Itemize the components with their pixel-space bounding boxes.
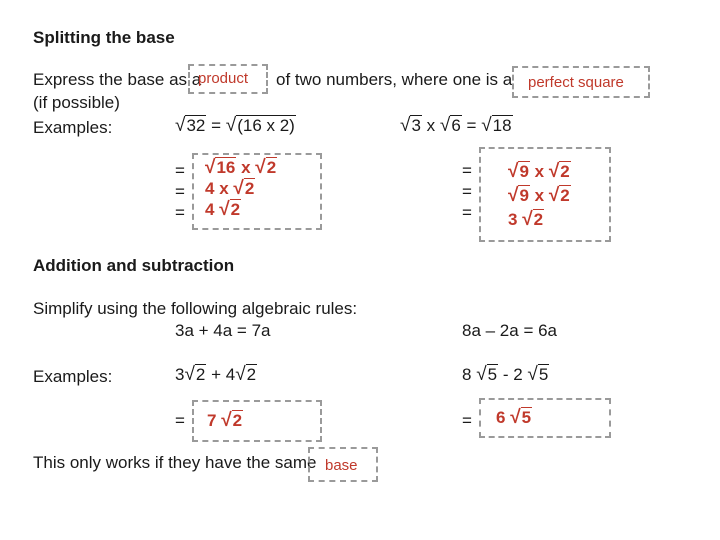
fill-product: product — [198, 70, 249, 87]
add-ex1-answer: 7 √2 — [207, 410, 243, 431]
ex2-step3: 3 √2 — [508, 209, 544, 230]
examples-label-2: Examples: — [33, 367, 113, 386]
ex2-steps — [508, 160, 571, 232]
add-ex2-answer: 6 √5 — [496, 407, 532, 428]
footer-text: This only works if they have the same — [33, 453, 317, 472]
ex2-step-equals: = = = — [462, 161, 472, 222]
heading-splitting: Splitting the base — [33, 28, 175, 47]
intro-line1-mid: of two numbers, where one is a — [276, 70, 513, 89]
addition-intro: Simplify using the following algebraic rules: — [33, 299, 358, 318]
ex2-expression: √3 x √6 = √18 — [400, 115, 512, 136]
examples-label-1: Examples: — [33, 118, 113, 137]
fill-box-product — [188, 64, 268, 94]
intro-line2: (if possible) — [33, 93, 120, 112]
add-ex2-expression: 8 √5 - 2 √5 — [462, 364, 549, 385]
ex2-step2: √9 x √2 — [508, 185, 570, 206]
ex1-step1: √16 x √2 — [205, 157, 277, 178]
fill-perfect-square: perfect square — [528, 74, 624, 91]
ex1-step2: 4 x √2 — [205, 178, 255, 199]
heading-addition: Addition and subtraction — [33, 256, 235, 275]
ex1-steps — [205, 157, 277, 220]
fill-box-perfect-square — [512, 66, 650, 98]
ex1-step-equals: = = = — [175, 161, 185, 222]
fill-box-base — [308, 447, 378, 482]
ex1-expression: √32 = √(16 x 2) — [175, 115, 295, 136]
intro-line1-pre: Express the base as a — [33, 70, 202, 89]
fill-base: base — [325, 457, 358, 474]
rule-addition: 3a + 4a = 7a — [175, 321, 271, 340]
add-ex2-equals: = — [462, 411, 472, 430]
add-ex1-equals: = — [175, 411, 185, 430]
ex1-step3: 4 √2 — [205, 199, 241, 220]
add-ex1-expression: 3√2 + 4√2 — [175, 364, 257, 385]
ex2-step1: √9 x √2 — [508, 161, 570, 182]
rule-subtraction: 8a – 2a = 6a — [462, 321, 558, 340]
